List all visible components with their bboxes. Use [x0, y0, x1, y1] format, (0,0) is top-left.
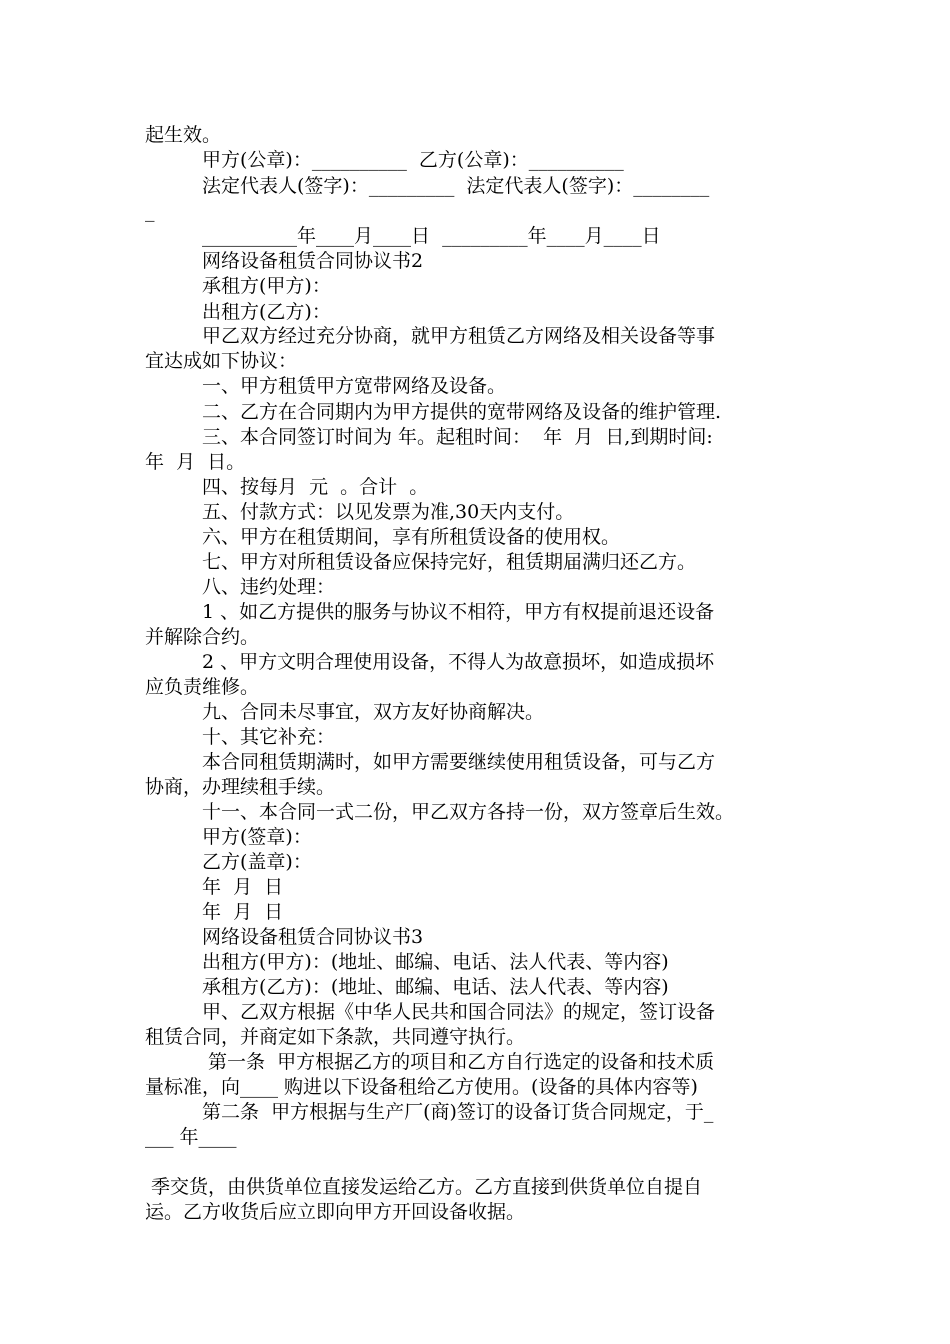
text-line: 第一条 甲方根据乙方的项目和乙方自行选定的设备和技术质 [202, 1051, 715, 1073]
text-line: 法定代表人(签字)：_________ 法定代表人(签字)：________ [202, 175, 710, 197]
text-line: 乙方(盖章)： [202, 851, 312, 873]
section-title: 网络设备租赁合同协议书2 [202, 250, 424, 272]
text-line: 第二条 甲方根据与生产厂(商)签订的设备订货合同规定，于_ [202, 1101, 714, 1123]
text-line: 甲乙双方经过充分协商，就甲方租赁乙方网络及相关设备等事 [202, 325, 716, 347]
text-line: 八、违约处理： [202, 576, 336, 598]
text-line: 2 、甲方文明合理使用设备，不得人为故意损坏，如造成损坏 [202, 651, 715, 673]
text-line: __________年____月____日 _________年____月____日 [202, 225, 661, 247]
text-line: 并解除合约。 [145, 626, 260, 648]
text-line: 年 月 日 [202, 901, 284, 923]
text-line: 量标准，向____ 购进以下设备租给乙方使用。(设备的具体内容等) [145, 1076, 698, 1098]
text-line: 应负责维修。 [145, 676, 260, 698]
text-line: 协商，办理续租手续。 [145, 776, 336, 798]
text-line: 九、合同未尽事宜，双方友好协商解决。 [202, 701, 545, 723]
text-line: 一、甲方租赁甲方宽带网络及设备。 [202, 375, 507, 397]
text-line: 运。乙方收货后应立即向甲方开回设备收据。 [145, 1201, 526, 1223]
text-line: 租赁合同，并商定如下条款，共同遵守执行。 [145, 1026, 526, 1048]
text-line: 年 月 日。 [145, 451, 246, 473]
text-line: ___ 年____ [145, 1126, 237, 1148]
text-line: 四、按每月 元 。合计 。 [202, 476, 429, 498]
text-line: 1 、如乙方提供的服务与协议不相符，甲方有权提前退还设备 [202, 601, 715, 623]
text-line: 六、甲方在租赁期间，享有所租赁设备的使用权。 [202, 526, 621, 548]
text-line: 三、本合同签订时间为 年。起租时间： 年 月 日,到期时间: [202, 426, 713, 448]
text-line: 本合同租赁期满时，如甲方需要继续使用租赁设备，可与乙方 [202, 751, 716, 773]
section-title: 网络设备租赁合同协议书3 [202, 926, 424, 948]
text-line: 年 月 日 [202, 876, 284, 898]
text-line: _ [145, 200, 155, 222]
text-line: 甲方(签章)： [202, 826, 312, 848]
text-line: 承租方(甲方)： [202, 275, 331, 297]
text-line: 七、甲方对所租赁设备应保持完好，租赁期届满归还乙方。 [202, 551, 697, 573]
text-line: 季交货，由供货单位直接发运给乙方。乙方直接到供货单位自提自 [145, 1176, 703, 1198]
text-line: 承租方(乙方)：(地址、邮编、电话、法人代表、等内容) [202, 976, 669, 998]
text-line: 起生效。 [145, 124, 222, 146]
text-line: 五、付款方式：以见发票为准,30天内支付。 [202, 501, 575, 523]
text-line: 十一、本合同一式二份，甲乙双方各持一份，双方签章后生效。 [202, 801, 735, 823]
text-line: 甲方(公章)：__________ 乙方(公章)：__________ [202, 149, 624, 171]
text-line: 宜达成如下协议： [145, 350, 298, 372]
text-line: 十、其它补充： [202, 726, 336, 748]
text-line: 出租方(乙方)： [202, 301, 331, 323]
text-line: 二、乙方在合同期内为甲方提供的宽带网络及设备的维护管理. [202, 401, 722, 423]
text-line: 出租方(甲方)：(地址、邮编、电话、法人代表、等内容) [202, 951, 669, 973]
text-line: 甲、乙双方根据《中华人民共和国合同法》的规定，签订设备 [202, 1001, 716, 1023]
